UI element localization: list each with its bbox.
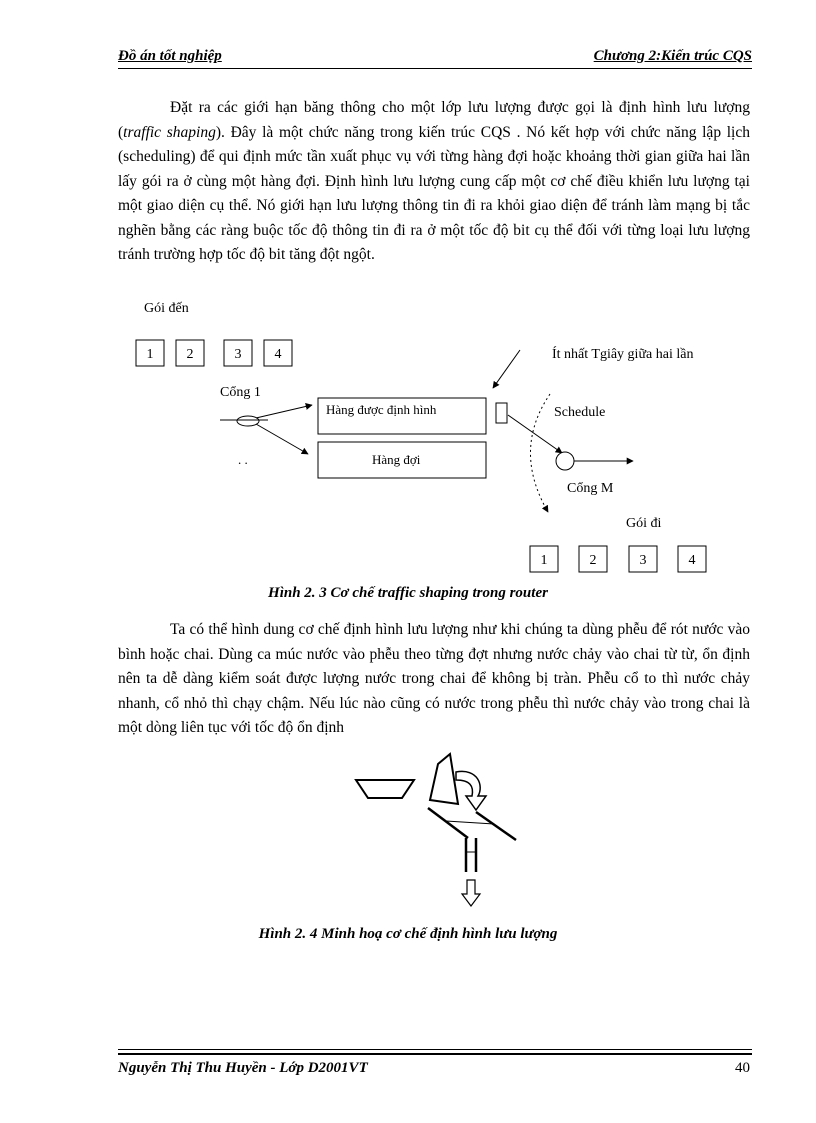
- incoming-packet-label: 1: [146, 347, 154, 362]
- outgoing-packet-label: 4: [688, 553, 696, 568]
- arrow-to-queue: [256, 424, 308, 454]
- outgoing-packet-label: 2: [589, 553, 597, 568]
- port-out-label: Cổng M: [567, 481, 614, 496]
- outgoing-packet: [579, 546, 607, 572]
- footer-author: Nguyễn Thị Thu Huyền - Lớp D2001VT: [118, 1060, 368, 1076]
- incoming-packet: [176, 340, 204, 366]
- water-level: [446, 821, 494, 824]
- incoming-packet-label: 3: [234, 347, 242, 362]
- outgoing-packet-label: 1: [540, 553, 548, 568]
- outgoing-packet: [530, 546, 558, 572]
- pouring-container: [430, 754, 458, 804]
- header-right: Chương 2:Kiến trúc CQS: [593, 48, 752, 64]
- scheduler-circle: [556, 452, 574, 470]
- traffic-shaping-diagram: [0, 290, 816, 580]
- arrow-to-shaped-queue: [256, 405, 312, 418]
- paragraph-1-text-b: ). Đây là một chức năng trong kiến trúc CQS . Nó kết hợp với chức năng lập lịch (scheduling) để qui định mức tần xuất phục vụ với từng hàng đợi hoặc khoảng thời gian giữa hai lần lấy gói ra ở cùng một hàng đợi. Định hình lưu lượng cung cấp một cơ chế điều khiển lưu lượng tại một giao diện cụ thể. Nó giới hạn lưu lượng thông tin đi ra khỏi giao diện để tránh làm mạng bị tắc nghẽn bằng các ràng buộc tốc độ thông tin đi ra ở một tốc độ bit cụ thể đối với từng loại lưu lượng tránh trường hợp tốc độ bit tăng đột ngột.: [118, 123, 750, 263]
- paragraph-1: [118, 96, 750, 268]
- classifier-ellipse: [237, 416, 259, 426]
- outflow-arrow: [462, 880, 480, 906]
- incoming-label: Gói đến: [144, 301, 189, 316]
- shaped-queue-label: Hàng được định hình: [326, 402, 437, 417]
- schedule-arc: [530, 394, 550, 512]
- funnel-left-wall: [428, 808, 468, 838]
- paragraph-1-italic: traffic shaping: [123, 123, 216, 141]
- funnel-right-wall: [476, 812, 516, 840]
- incoming-packet: [264, 340, 292, 366]
- header-left: Đồ án tốt nghiệp: [118, 48, 222, 64]
- page-number: 40: [735, 1060, 750, 1076]
- interval-arrow: [493, 350, 520, 388]
- interval-label: Ít nhất Tgiây giữa hai lần: [552, 347, 694, 362]
- dots: . .: [238, 452, 248, 467]
- paragraph-1-text-a: Đặt ra các giới hạn băng thông cho một lớp lưu lượng được gọi là định hình lưu lượng (: [118, 99, 750, 141]
- queue-label: Hàng đợi: [372, 452, 421, 467]
- outgoing-packet: [678, 546, 706, 572]
- schedule-label: Schedule: [554, 405, 606, 420]
- header-rule: [118, 68, 752, 69]
- paragraph-2: Ta có thể hình dung cơ chế định hình lưu lượng như khi chúng ta dùng phễu để rót nước vào bình hoặc chai. Dùng ca múc nước vào phễu theo từng đợt nhưng nước chảy vào chai từ từ, ổn định nên ta dễ dàng kiểm soát được lượng nước trong chai để không bị tràn. Phễu cổ to thì nước chảy nhanh, cổ nhỏ thì chạy chậm. Nếu lúc nào cũng có nước trong phễu thì nước chảy vào trong chai là một dòng liên tục với tốc độ ổn định: [118, 621, 750, 736]
- port-in-label: Cổng 1: [220, 385, 261, 400]
- pour-arrow: [456, 771, 486, 810]
- shaper-box: [496, 403, 507, 423]
- outgoing-label: Gói đi: [626, 516, 662, 531]
- figure-1-caption: Hình 2. 3 Cơ chế traffic shaping trong router: [268, 585, 548, 601]
- funnel-illustration: [0, 752, 816, 912]
- incoming-packet: [224, 340, 252, 366]
- cup-shape: [356, 780, 414, 798]
- outgoing-packet-label: 3: [639, 553, 647, 568]
- arrow-to-scheduler: [508, 415, 562, 453]
- footer-rule-bottom: [118, 1053, 752, 1055]
- figure-2-caption: Hình 2. 4 Minh hoạ cơ chế định hình lưu lượng: [258, 926, 558, 942]
- incoming-packet-label: 4: [274, 347, 282, 362]
- outgoing-packet: [629, 546, 657, 572]
- incoming-packet-label: 2: [186, 347, 194, 362]
- incoming-packet: [136, 340, 164, 366]
- footer-rule-top: [118, 1049, 752, 1050]
